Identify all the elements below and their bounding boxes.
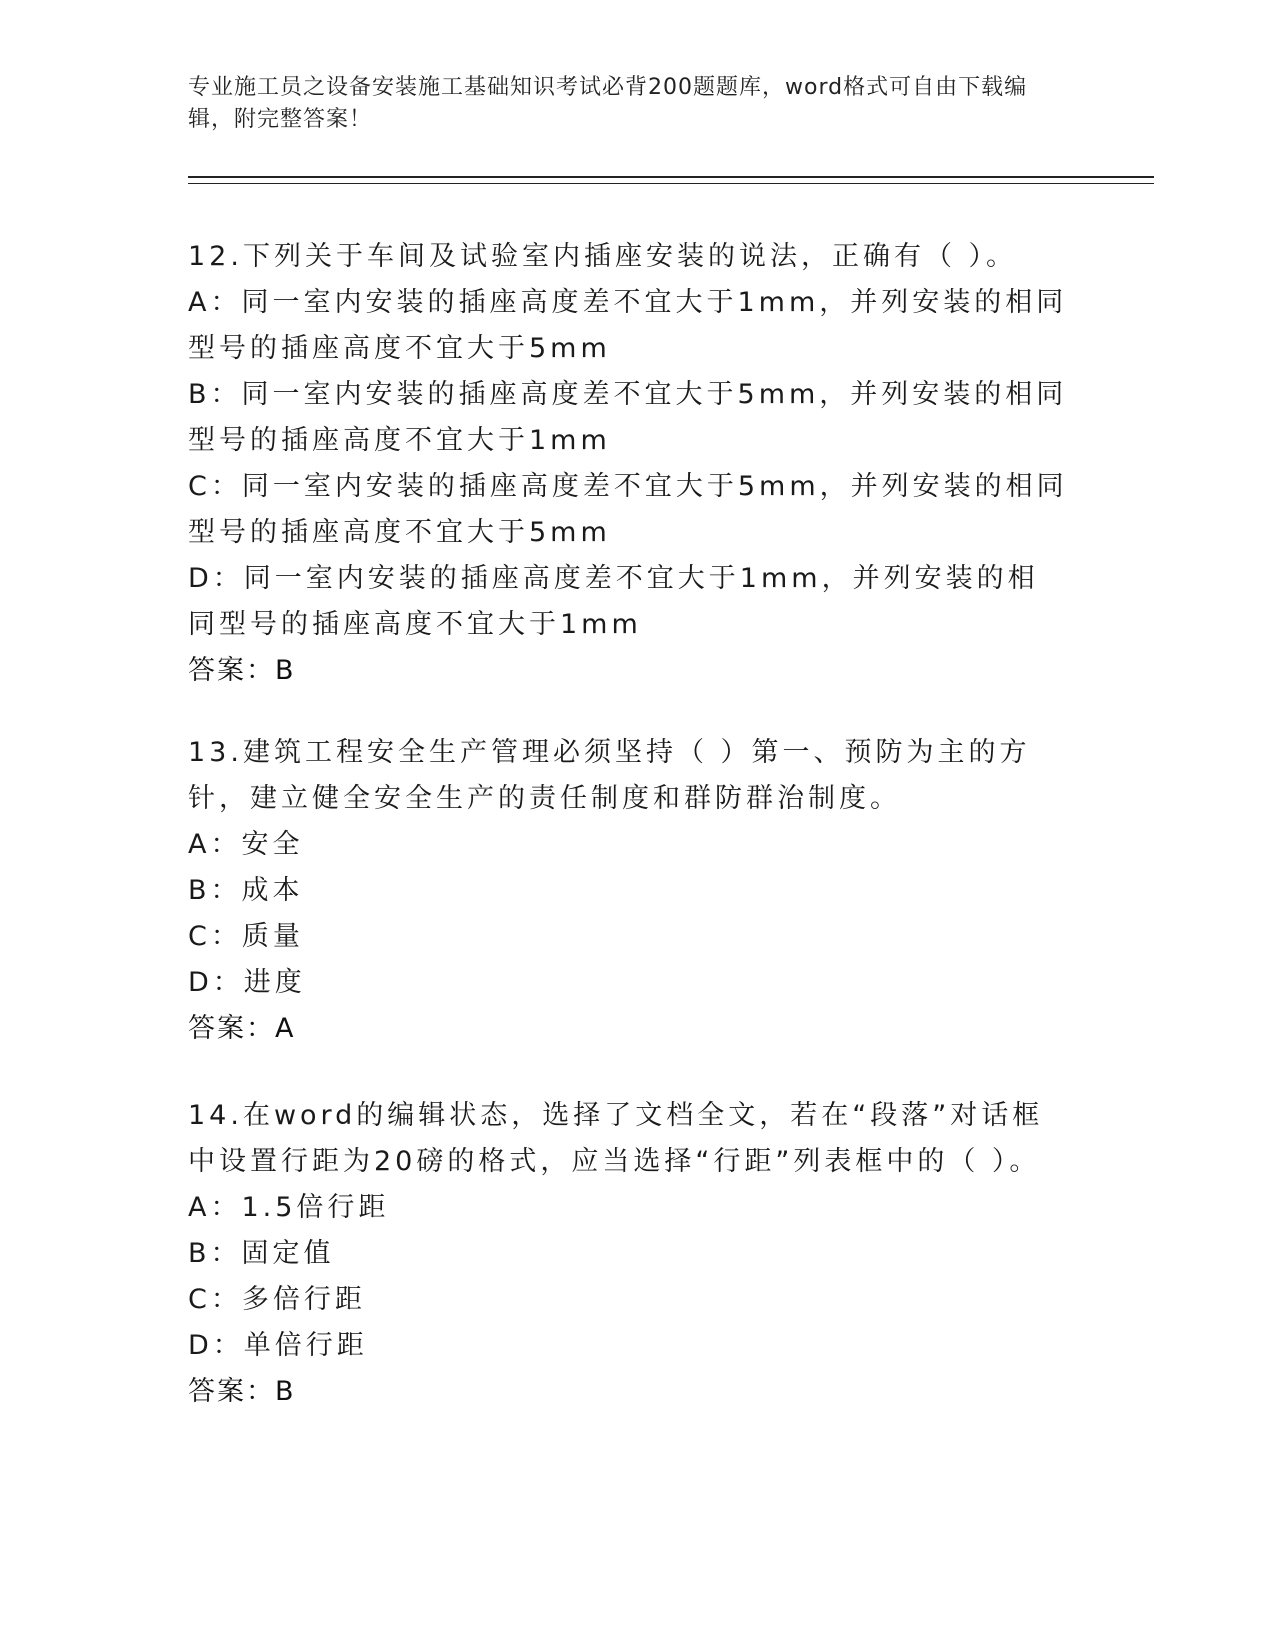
answer-line: 答案：A [188, 1013, 296, 1044]
option-b: B：固定值 [188, 1238, 335, 1269]
option-b: B：同一室内安装的插座高度差不宜大于5mm，并列安装的相同型号的插座高度不宜大于1mm [188, 379, 1068, 456]
header-divider [188, 176, 1154, 184]
question-stem: 13.建筑工程安全生产管理必须坚持（ ）第一、预防为主的方针，建立健全安全生产的责任制度和群防群治制度。 [188, 737, 1031, 814]
option-c: C：多倍行距 [188, 1284, 366, 1315]
option-d: D：进度 [188, 967, 306, 998]
question-13 [188, 730, 1068, 1052]
answer-line: 答案：B [188, 1376, 296, 1407]
question-14 [188, 1093, 1068, 1415]
option-d: D：单倍行距 [188, 1330, 368, 1361]
option-a: A：安全 [188, 829, 304, 860]
option-c: C：质量 [188, 921, 304, 952]
answer-line: 答案：B [188, 655, 296, 686]
option-d: D：同一室内安装的插座高度差不宜大于1mm，并列安装的相同型号的插座高度不宜大于1mm [188, 563, 1039, 640]
option-a: A：同一室内安装的插座高度差不宜大于1mm，并列安装的相同型号的插座高度不宜大于5mm [188, 287, 1068, 364]
option-c: C：同一室内安装的插座高度差不宜大于5mm，并列安装的相同型号的插座高度不宜大于5mm [188, 471, 1068, 548]
question-stem: 12.下列关于车间及试验室内插座安装的说法，正确有（ ）。 [188, 241, 1018, 272]
question-12 [188, 234, 1068, 694]
document-header: 专业施工员之设备安装施工基础知识考试必背200题题库，word格式可自由下载编辑，附完整答案！ [188, 75, 1028, 132]
option-a: A：1.5倍行距 [188, 1192, 390, 1223]
option-b: B：成本 [188, 875, 304, 906]
question-stem: 14.在word的编辑状态，选择了文档全文，若在“段落”对话框中设置行距为20磅的格式，应当选择“行距”列表框中的（ ）。 [188, 1100, 1044, 1177]
